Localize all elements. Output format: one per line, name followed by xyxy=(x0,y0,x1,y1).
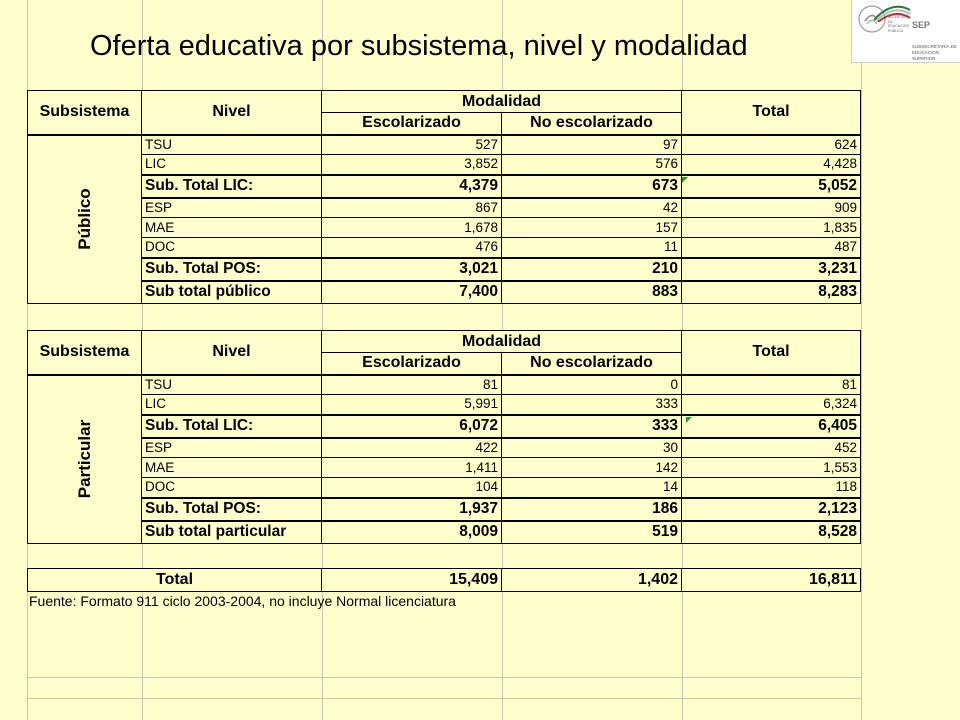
no-escolarizado-cell: 210 xyxy=(502,258,682,281)
table-row xyxy=(28,238,861,258)
no-escolarizado-cell: 333 xyxy=(502,415,682,438)
escolarizado-cell: 1,678 xyxy=(322,218,502,238)
subtotal-row xyxy=(28,415,861,438)
publico-table xyxy=(27,90,861,304)
header-no-escolarizado: No escolarizado xyxy=(502,113,682,135)
table-row xyxy=(28,218,861,238)
nivel-cell: Sub total público xyxy=(142,281,322,304)
nivel-cell: TSU xyxy=(142,135,322,155)
grand-total-table xyxy=(27,568,861,592)
escolarizado-cell: 527 xyxy=(322,135,502,155)
header-subsistema: Subsistema xyxy=(28,331,142,375)
total-cell: 909 xyxy=(682,198,861,218)
header-row xyxy=(28,331,861,353)
total-cell: 487 xyxy=(682,238,861,258)
table-row xyxy=(28,155,861,175)
no-escolarizado-cell: 142 xyxy=(502,458,682,478)
table-row xyxy=(28,198,861,218)
table-row xyxy=(28,375,861,395)
total-cell: 4,428 xyxy=(682,155,861,175)
total-cell: 2,123 xyxy=(682,498,861,521)
grand-total-no-escolarizado: 1,402 xyxy=(502,569,682,592)
header-row xyxy=(28,91,861,113)
total-cell: 118 xyxy=(682,478,861,498)
nivel-cell: Sub. Total LIC: xyxy=(142,415,322,438)
nivel-cell: MAE xyxy=(142,458,322,478)
no-escolarizado-cell: 0 xyxy=(502,375,682,395)
logo-org-text: SECRETARÍA DE EDUCACIÓN PÚBLICA xyxy=(888,15,910,33)
publico-group-label: Público xyxy=(74,188,94,250)
total-cell: 8,283 xyxy=(682,281,861,304)
cell-comment-marker xyxy=(686,417,692,423)
no-escolarizado-cell: 157 xyxy=(502,218,682,238)
total-cell: 1,553 xyxy=(682,458,861,478)
escolarizado-cell: 867 xyxy=(322,198,502,218)
nivel-cell: DOC xyxy=(142,238,322,258)
total-cell: 6,324 xyxy=(682,395,861,415)
no-escolarizado-cell: 673 xyxy=(502,175,682,198)
table-row xyxy=(28,135,861,155)
escolarizado-cell: 422 xyxy=(322,438,502,458)
total-cell: 624 xyxy=(682,135,861,155)
header-total: Total xyxy=(682,331,861,375)
header-nivel: Nivel xyxy=(142,91,322,135)
subtotal-row xyxy=(28,281,861,304)
nivel-cell: ESP xyxy=(142,438,322,458)
total-cell: 8,528 xyxy=(682,521,861,544)
escolarizado-cell: 104 xyxy=(322,478,502,498)
nivel-cell: LIC xyxy=(142,395,322,415)
escolarizado-cell: 5,991 xyxy=(322,395,502,415)
total-cell: 452 xyxy=(682,438,861,458)
nivel-cell: Sub total particular xyxy=(142,521,322,544)
header-total: Total xyxy=(682,91,861,135)
nivel-cell: Sub. Total POS: xyxy=(142,258,322,281)
nivel-cell: MAE xyxy=(142,218,322,238)
escolarizado-cell: 1,411 xyxy=(322,458,502,478)
cell-comment-marker xyxy=(682,177,688,183)
total-cell: 1,835 xyxy=(682,218,861,238)
subtotal-row xyxy=(28,521,861,544)
no-escolarizado-cell: 333 xyxy=(502,395,682,415)
escolarizado-cell: 7,400 xyxy=(322,281,502,304)
page-title: Oferta educativa por subsistema, nivel y modalidad xyxy=(90,30,748,62)
publico-group-cell xyxy=(28,135,142,304)
no-escolarizado-cell: 883 xyxy=(502,281,682,304)
nivel-cell: Sub. Total LIC: xyxy=(142,175,322,198)
no-escolarizado-cell: 186 xyxy=(502,498,682,521)
table-row xyxy=(28,438,861,458)
nivel-cell: DOC xyxy=(142,478,322,498)
total-cell: 81 xyxy=(682,375,861,395)
no-escolarizado-cell: 14 xyxy=(502,478,682,498)
escolarizado-cell: 4,379 xyxy=(322,175,502,198)
header-no-escolarizado: No escolarizado xyxy=(502,353,682,375)
table-row xyxy=(28,458,861,478)
header-modalidad: Modalidad xyxy=(322,91,682,113)
no-escolarizado-cell: 576 xyxy=(502,155,682,175)
header-escolarizado: Escolarizado xyxy=(322,113,502,135)
logo-subsecretaria-text: SUBSECRETARÍA DE EDUCACIÓN SUPERIOR xyxy=(912,44,957,61)
escolarizado-cell: 8,009 xyxy=(322,521,502,544)
total-cell: 6,405 xyxy=(682,415,861,438)
no-escolarizado-cell: 30 xyxy=(502,438,682,458)
subtotal-row xyxy=(28,258,861,281)
no-escolarizado-cell: 97 xyxy=(502,135,682,155)
escolarizado-cell: 81 xyxy=(322,375,502,395)
escolarizado-cell: 3,852 xyxy=(322,155,502,175)
nivel-cell: Sub. Total POS: xyxy=(142,498,322,521)
total-cell: 5,052 xyxy=(682,175,861,198)
particular-table xyxy=(27,330,861,544)
logo-mark: SEP xyxy=(912,20,931,30)
nivel-cell: LIC xyxy=(142,155,322,175)
subtotal-row xyxy=(28,175,861,198)
grand-total-escolarizado: 15,409 xyxy=(322,569,502,592)
table-row xyxy=(28,395,861,415)
grand-total-label: Total xyxy=(28,569,322,592)
particular-group-cell xyxy=(28,375,142,544)
grand-total-row xyxy=(28,569,861,592)
source-note: Fuente: Formato 911 ciclo 2003-2004, no incluye Normal licenciatura xyxy=(29,593,456,609)
escolarizado-cell: 1,937 xyxy=(322,498,502,521)
escolarizado-cell: 476 xyxy=(322,238,502,258)
escolarizado-cell: 3,021 xyxy=(322,258,502,281)
total-cell: 3,231 xyxy=(682,258,861,281)
sep-logo xyxy=(851,0,960,63)
header-escolarizado: Escolarizado xyxy=(322,353,502,375)
no-escolarizado-cell: 11 xyxy=(502,238,682,258)
header-nivel: Nivel xyxy=(142,331,322,375)
no-escolarizado-cell: 42 xyxy=(502,198,682,218)
no-escolarizado-cell: 519 xyxy=(502,521,682,544)
escolarizado-cell: 6,072 xyxy=(322,415,502,438)
subtotal-row xyxy=(28,498,861,521)
particular-group-label: Particular xyxy=(74,420,94,499)
table-row xyxy=(28,478,861,498)
header-modalidad: Modalidad xyxy=(322,331,682,353)
header-subsistema: Subsistema xyxy=(28,91,142,135)
grand-total-total: 16,811 xyxy=(682,569,861,592)
nivel-cell: ESP xyxy=(142,198,322,218)
nivel-cell: TSU xyxy=(142,375,322,395)
